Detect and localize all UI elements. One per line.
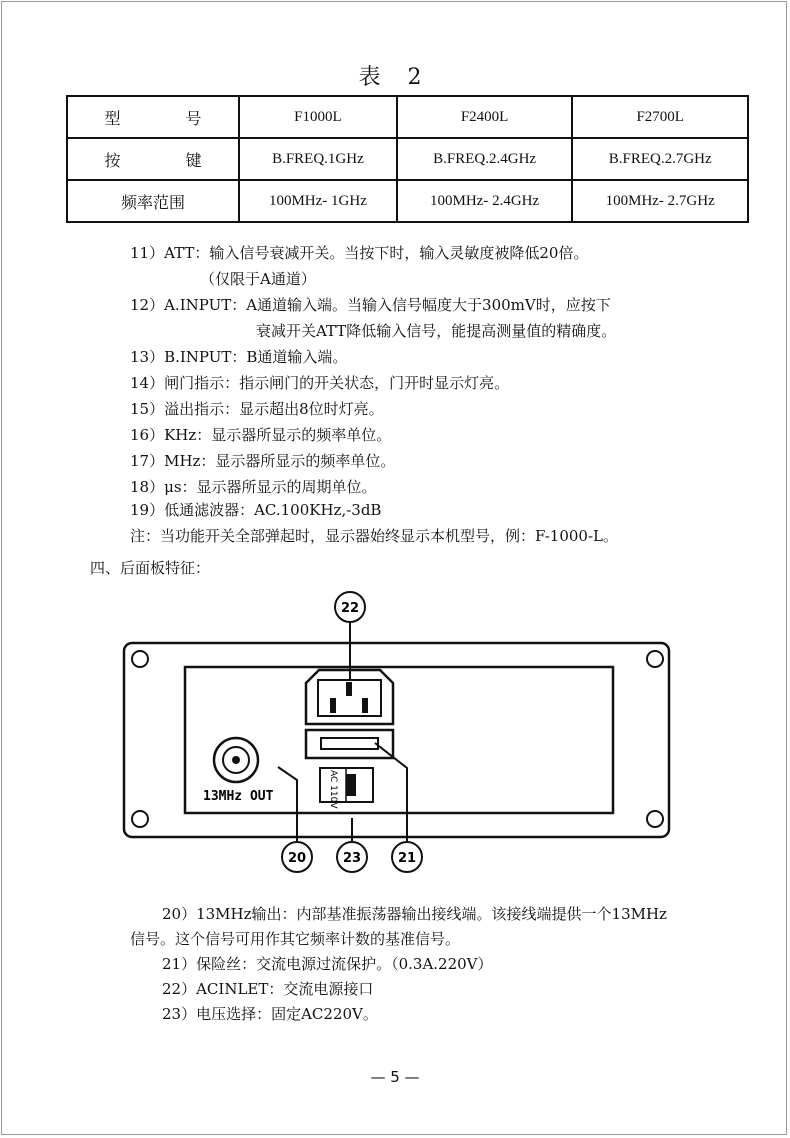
callout-21-label: 21 [397,851,417,866]
panel-plate [124,643,669,837]
table-title: 表 2 [358,65,432,90]
callout-22-label: 22 [340,601,360,616]
table-row [67,96,748,138]
bnc-label: 13MHz OUT [203,789,274,804]
table-cell: 100MHz- 2.7GHz [572,180,748,222]
table-cell: B.FREQ.2.4GHz [397,138,573,180]
leader-line-20 [278,767,297,842]
table-cell: F2400L [397,96,573,138]
table-row [67,138,748,180]
voltage-selector-icon [320,768,373,809]
section-title: 四、后面板特征： [90,559,211,577]
row-header-key: 按 键 [67,138,239,180]
mount-hole-icon [132,651,148,667]
mount-hole-icon [647,651,663,667]
callout-20-label: 20 [287,851,307,866]
voltage-label: AC 110V [328,770,338,809]
callout-23-label: 23 [342,851,362,866]
table-cell: 100MHz- 2.4GHz [397,180,573,222]
table-cell: B.FREQ.2.7GHz [572,138,748,180]
mount-hole-icon [647,811,663,827]
table-cell: F2700L [572,96,748,138]
item-11: 11）ATT：输入信号衰减开关。当按下时，输入灵敏度被降低20倍。 [130,244,589,262]
item-16: 16）KHz：显示器所显示的频率单位。 [130,426,392,444]
table-cell: F1000L [239,96,397,138]
table-cell: 100MHz- 1GHz [239,180,397,222]
item-11-note: （仅限于A通道） [200,270,316,288]
item-21: 21）保险丝：交流电源过流保护。（0.3A.220V） [162,955,493,973]
row-header-range: 频率范围 [67,180,239,222]
item-13: 13）B.INPUT：B通道输入端。 [130,348,348,366]
item-20: 20）13MHz输出：内部基准振荡器输出接线端。该接线端提供一个13MHz [162,905,667,923]
item-12-cont: 衰减开关ATT降低输入信号，能提高测量值的精确度。 [256,322,617,340]
note: 注：当功能开关全部弹起时，显示器始终显示本机型号，例：F-1000-L。 [130,527,619,545]
row-header-model: 型 号 [67,96,239,138]
item-15: 15）溢出指示：显示超出8位时灯亮。 [130,400,384,418]
item-14: 14）闸门指示：指示闸门的开关状态，门开时显示灯亮。 [130,374,510,392]
rear-panel-diagram [0,580,790,890]
mount-hole-icon [132,811,148,827]
page-number: — 5 — [370,1068,420,1086]
spec-table [66,95,749,223]
table-cell: B.FREQ.1GHz [239,138,397,180]
item-18: 18）μs：显示器所显示的周期单位。 [130,478,377,496]
item-23: 23）电压选择：固定AC220V。 [162,1005,378,1023]
fuse-holder-icon [306,730,393,758]
bnc-connector-icon [214,738,258,782]
item-19: 19）低通滤波器：AC.100KHz,-3dB [130,501,382,519]
table-row [67,180,748,222]
item-22: 22）ACINLET：交流电源接口 [162,980,374,998]
item-17: 17）MHz：显示器所显示的频率单位。 [130,452,396,470]
item-20-cont: 信号。这个信号可用作其它频率计数的基准信号。 [130,930,461,948]
item-12: 12）A.INPUT：A通道输入端。当输入信号幅度大于300mV时，应按下 [130,296,611,314]
